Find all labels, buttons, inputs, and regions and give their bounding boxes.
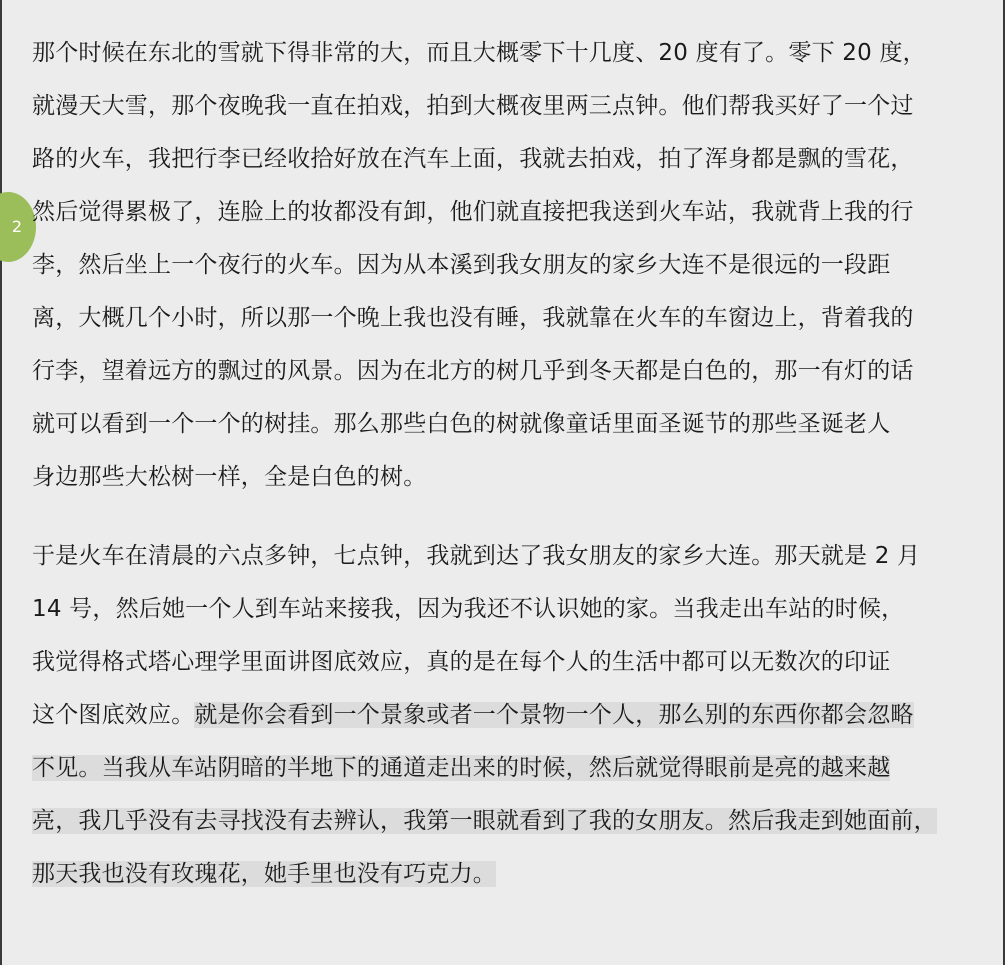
text-line: 然后觉得累极了，连脸上的妆都没有卸，他们就直接把我送到火车站，我就背上我的行 — [32, 199, 914, 225]
text-line: 那个时候在东北的雪就下得非常的大，而且大概零下十几度、20 度有了。零下 20 度， — [32, 40, 926, 66]
text-line: 路的火车，我把行李已经收拾好放在汽车上面，我就去拍戏，拍了浑身都是飘的雪花， — [32, 146, 914, 172]
highlighted-text: 就是你会看到一个景象或者一个景物一个人，那么别的东西你都会忽略 — [194, 702, 914, 728]
text-line: 就漫天大雪，那个夜晚我一直在拍戏，拍到大概夜里两三点钟。他们帮我买好了一个过 — [32, 93, 914, 119]
text-line-plain: 这个图底效应。 — [32, 702, 195, 728]
highlighted-text: 亮，我几乎没有去寻找没有去辨认，我第一眼就看到了我的女朋友。然后我走到她面前， — [32, 808, 937, 834]
text-line: 于是火车在清晨的六点多钟，七点钟，我就到达了我女朋友的家乡大连。那天就是 2 月 — [32, 543, 921, 569]
paragraph-2 — [32, 530, 982, 901]
text-line — [32, 848, 982, 901]
text-line — [32, 742, 982, 795]
text-line: 就可以看到一个一个的树挂。那么那些白色的树就像童话里面圣诞节的那些圣诞老人 — [32, 411, 891, 437]
highlighted-text: 不见。当我从车站阴暗的半地下的通道走出来的时候，然后就觉得眼前是亮的越来越 — [32, 755, 891, 781]
text-line: 行李，望着远方的飘过的风景。因为在北方的树几乎到冬天都是白色的，那一有灯的话 — [32, 358, 914, 384]
page-number-badge: 2 — [0, 192, 36, 262]
paragraph-1 — [32, 27, 982, 504]
text-line: 李，然后坐上一个夜行的火车。因为从本溪到我女朋友的家乡大连不是很远的一段距 — [32, 252, 891, 278]
paragraph-gap — [32, 504, 982, 530]
text-line — [32, 689, 982, 742]
text-line: 离，大概几个小时，所以那一个晚上我也没有睡，我就靠在火车的车窗边上，背着我的 — [32, 305, 914, 331]
highlighted-text: 那天我也没有玫瑰花，她手里也没有巧克力。 — [32, 861, 496, 887]
text-line: 14 号，然后她一个人到车站来接我，因为我还不认识她的家。当我走出车站的时候， — [32, 596, 905, 622]
text-line — [32, 795, 982, 848]
text-line: 身边那些大松树一样，全是白色的树。 — [32, 464, 427, 490]
text-line: 我觉得格式塔心理学里面讲图底效应，真的是在每个人的生活中都可以无数次的印证 — [32, 649, 891, 675]
document-body — [32, 27, 982, 901]
